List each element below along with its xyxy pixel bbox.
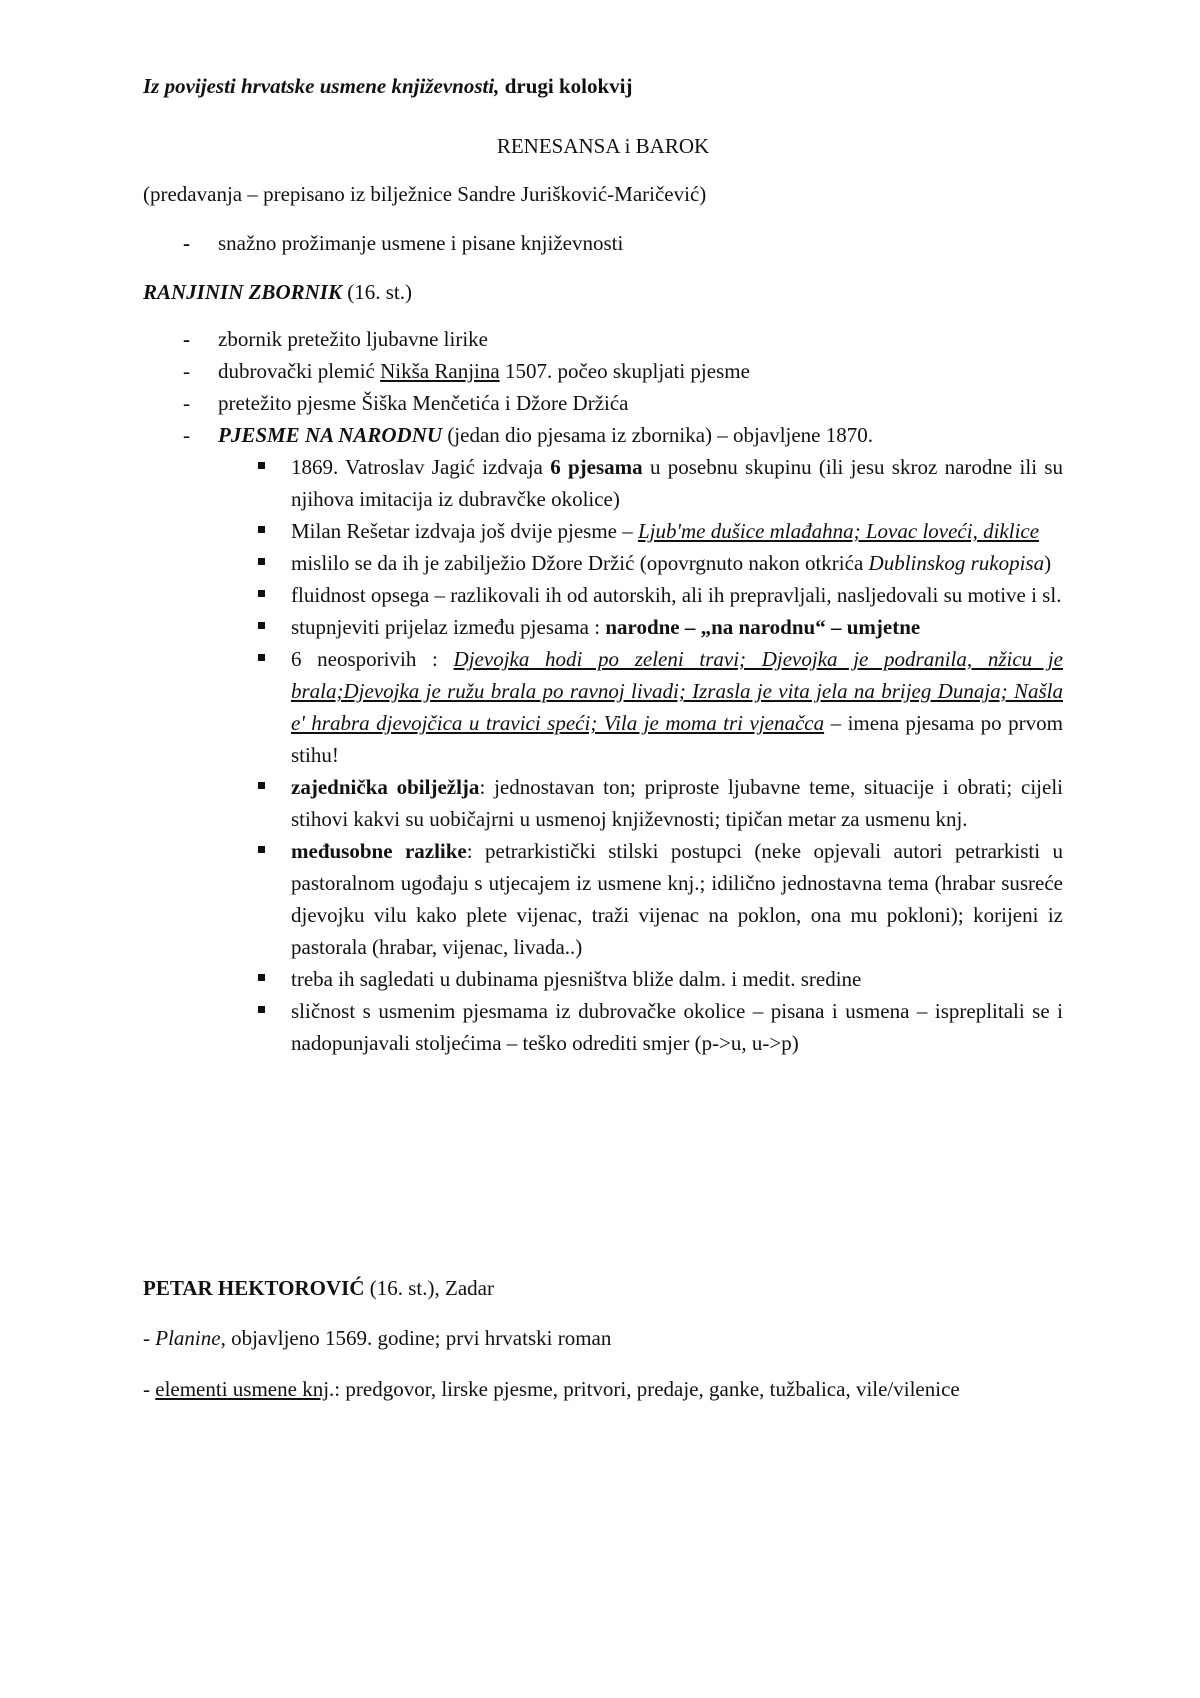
- subpoint: Milan Rešetar izdvaja još dvije pjesme – Ljub'me dušice mlađahna; Lovac loveći, diklice: [143, 515, 1063, 547]
- subpoint: sličnost s usmenim pjesmama iz dubrovačke okolice – pisana i usmena – ispreplitali se i nadopunjavali stoljećima – teško odrediti smjer (p->u, u->p): [143, 995, 1063, 1059]
- subpoint: 6 neosporivih : Djevojka hodi po zeleni travi; Djevojka je podranila, nžicu je brala;Djevojka je ružu brala po ravnoj livadi; Izrasla je vita jela na brijeg Dunaja; Našla e' hrabra djevojčica u travici speći; Vila je moma tri vjenačca – imena pjesama po prvom stihu!: [143, 643, 1063, 771]
- ranjina-point: - dubrovački plemić Nikša Ranjina 1507. počeo skupljati pjesme: [143, 355, 1063, 387]
- ranjina-title: RANJININ ZBORNIK: [143, 280, 342, 304]
- ranjina-points: [143, 323, 1063, 451]
- hektorovic-line-2: - elementi usmene knj.: predgovor, lirske pjesme, pritvori, predaje, ganke, tužbalica, vile/vilenice: [143, 1377, 960, 1401]
- ranjina-period: (16. st.): [341, 280, 412, 304]
- pjesme-na-narodnu-title: PJESME NA NARODNU: [218, 423, 443, 447]
- header-subtitle: drugi kolokvij: [499, 74, 633, 98]
- collector-name: Nikša Ranjina: [380, 359, 500, 383]
- ranjina-point: - zbornik pretežito ljubavne lirike: [143, 323, 1063, 355]
- intro-point: - snažno prožimanje usmene i pisane književnosti: [143, 227, 1063, 259]
- source-note: (predavanja – prepisano iz bilježnice Sandre Jurišković-Maričević): [143, 182, 707, 206]
- pjesme-subpoints: [143, 451, 1063, 1059]
- hektorovic-title: PETAR HEKTOROVIĆ: [143, 1276, 365, 1300]
- subpoint: 1869. Vatroslav Jagić izdvaja 6 pjesama u posebnu skupinu (ili jesu skroz narodne ili su njihova imitacija iz dubravčke okolice): [143, 451, 1063, 515]
- song-titles: Ljub'me dušice mlađahna; Lovac loveći, diklice: [638, 519, 1040, 543]
- hektorovic-line-1: - Planine, objavljeno 1569. godine; prvi hrvatski roman: [143, 1326, 612, 1350]
- subpoint: treba ih sagledati u dubinama pjesništva bliže dalm. i medit. sredine: [143, 963, 1063, 995]
- subpoint: međusobne razlike: petrarkistički stilski postupci (neke opjevali autori petrarkisti u pastoralnom ugođaju s utjecajem iz usmene knj.; idilično jednostavna tema (hrabar susreće djevojku vilu kako plete vijenac, traži vijenac na poklon, ona mu pokloni); korijeni iz pastorala (hrabar, vijenac, livada..): [143, 835, 1063, 963]
- intro-list: [143, 227, 1063, 259]
- subpoint: mislilo se da ih je zabilježio Džore Držić (opovrgnuto nakon otkrića Dublinskog rukopisa): [143, 547, 1063, 579]
- header-italic-title: Iz povijesti hrvatske usmene književnosti,: [143, 74, 500, 98]
- ranjina-point: - PJESME NA NARODNU (jedan dio pjesama iz zbornika) – objavljene 1870.: [143, 419, 1063, 451]
- planine-title: Planine: [155, 1326, 221, 1350]
- ranjina-heading: [143, 276, 1063, 308]
- subpoint: zajednička obilježlja: jednostavan ton; priproste ljubavne teme, situacije i obrati; cijeli stihovi kakvi su uobičajrni u usmenoj književnosti; tipičan metar za usmenu knj.: [143, 771, 1063, 835]
- hektorovic-heading: PETAR HEKTOROVIĆ (16. st.), Zadar: [143, 1276, 494, 1300]
- ranjina-point: - pretežito pjesme Šiška Menčetića i Džore Držića: [143, 387, 1063, 419]
- song-titles: Djevojka hodi po zeleni travi; Djevojka je podranila, nžicu je brala;Djevojka je ružu brala po ravnoj livadi; Izrasla je vita jela na brijeg Dunaja; Našla e' hrabra djevojčica u travici speći; Vila je moma tri vjenačca: [291, 647, 1063, 735]
- section-title: RENESANSA i BAROK: [496, 134, 710, 158]
- manuscript-title: Dublinskog rukopisa: [868, 551, 1045, 575]
- document-header: [143, 70, 1063, 102]
- subpoint: fluidnost opsega – razlikovali ih od autorskih, ali ih prepravljali, nasljedovali su motive i sl.: [143, 579, 1063, 611]
- subpoint: stupnjeviti prijelaz između pjesama : narodne – „na narodnu“ – umjetne: [143, 611, 1063, 643]
